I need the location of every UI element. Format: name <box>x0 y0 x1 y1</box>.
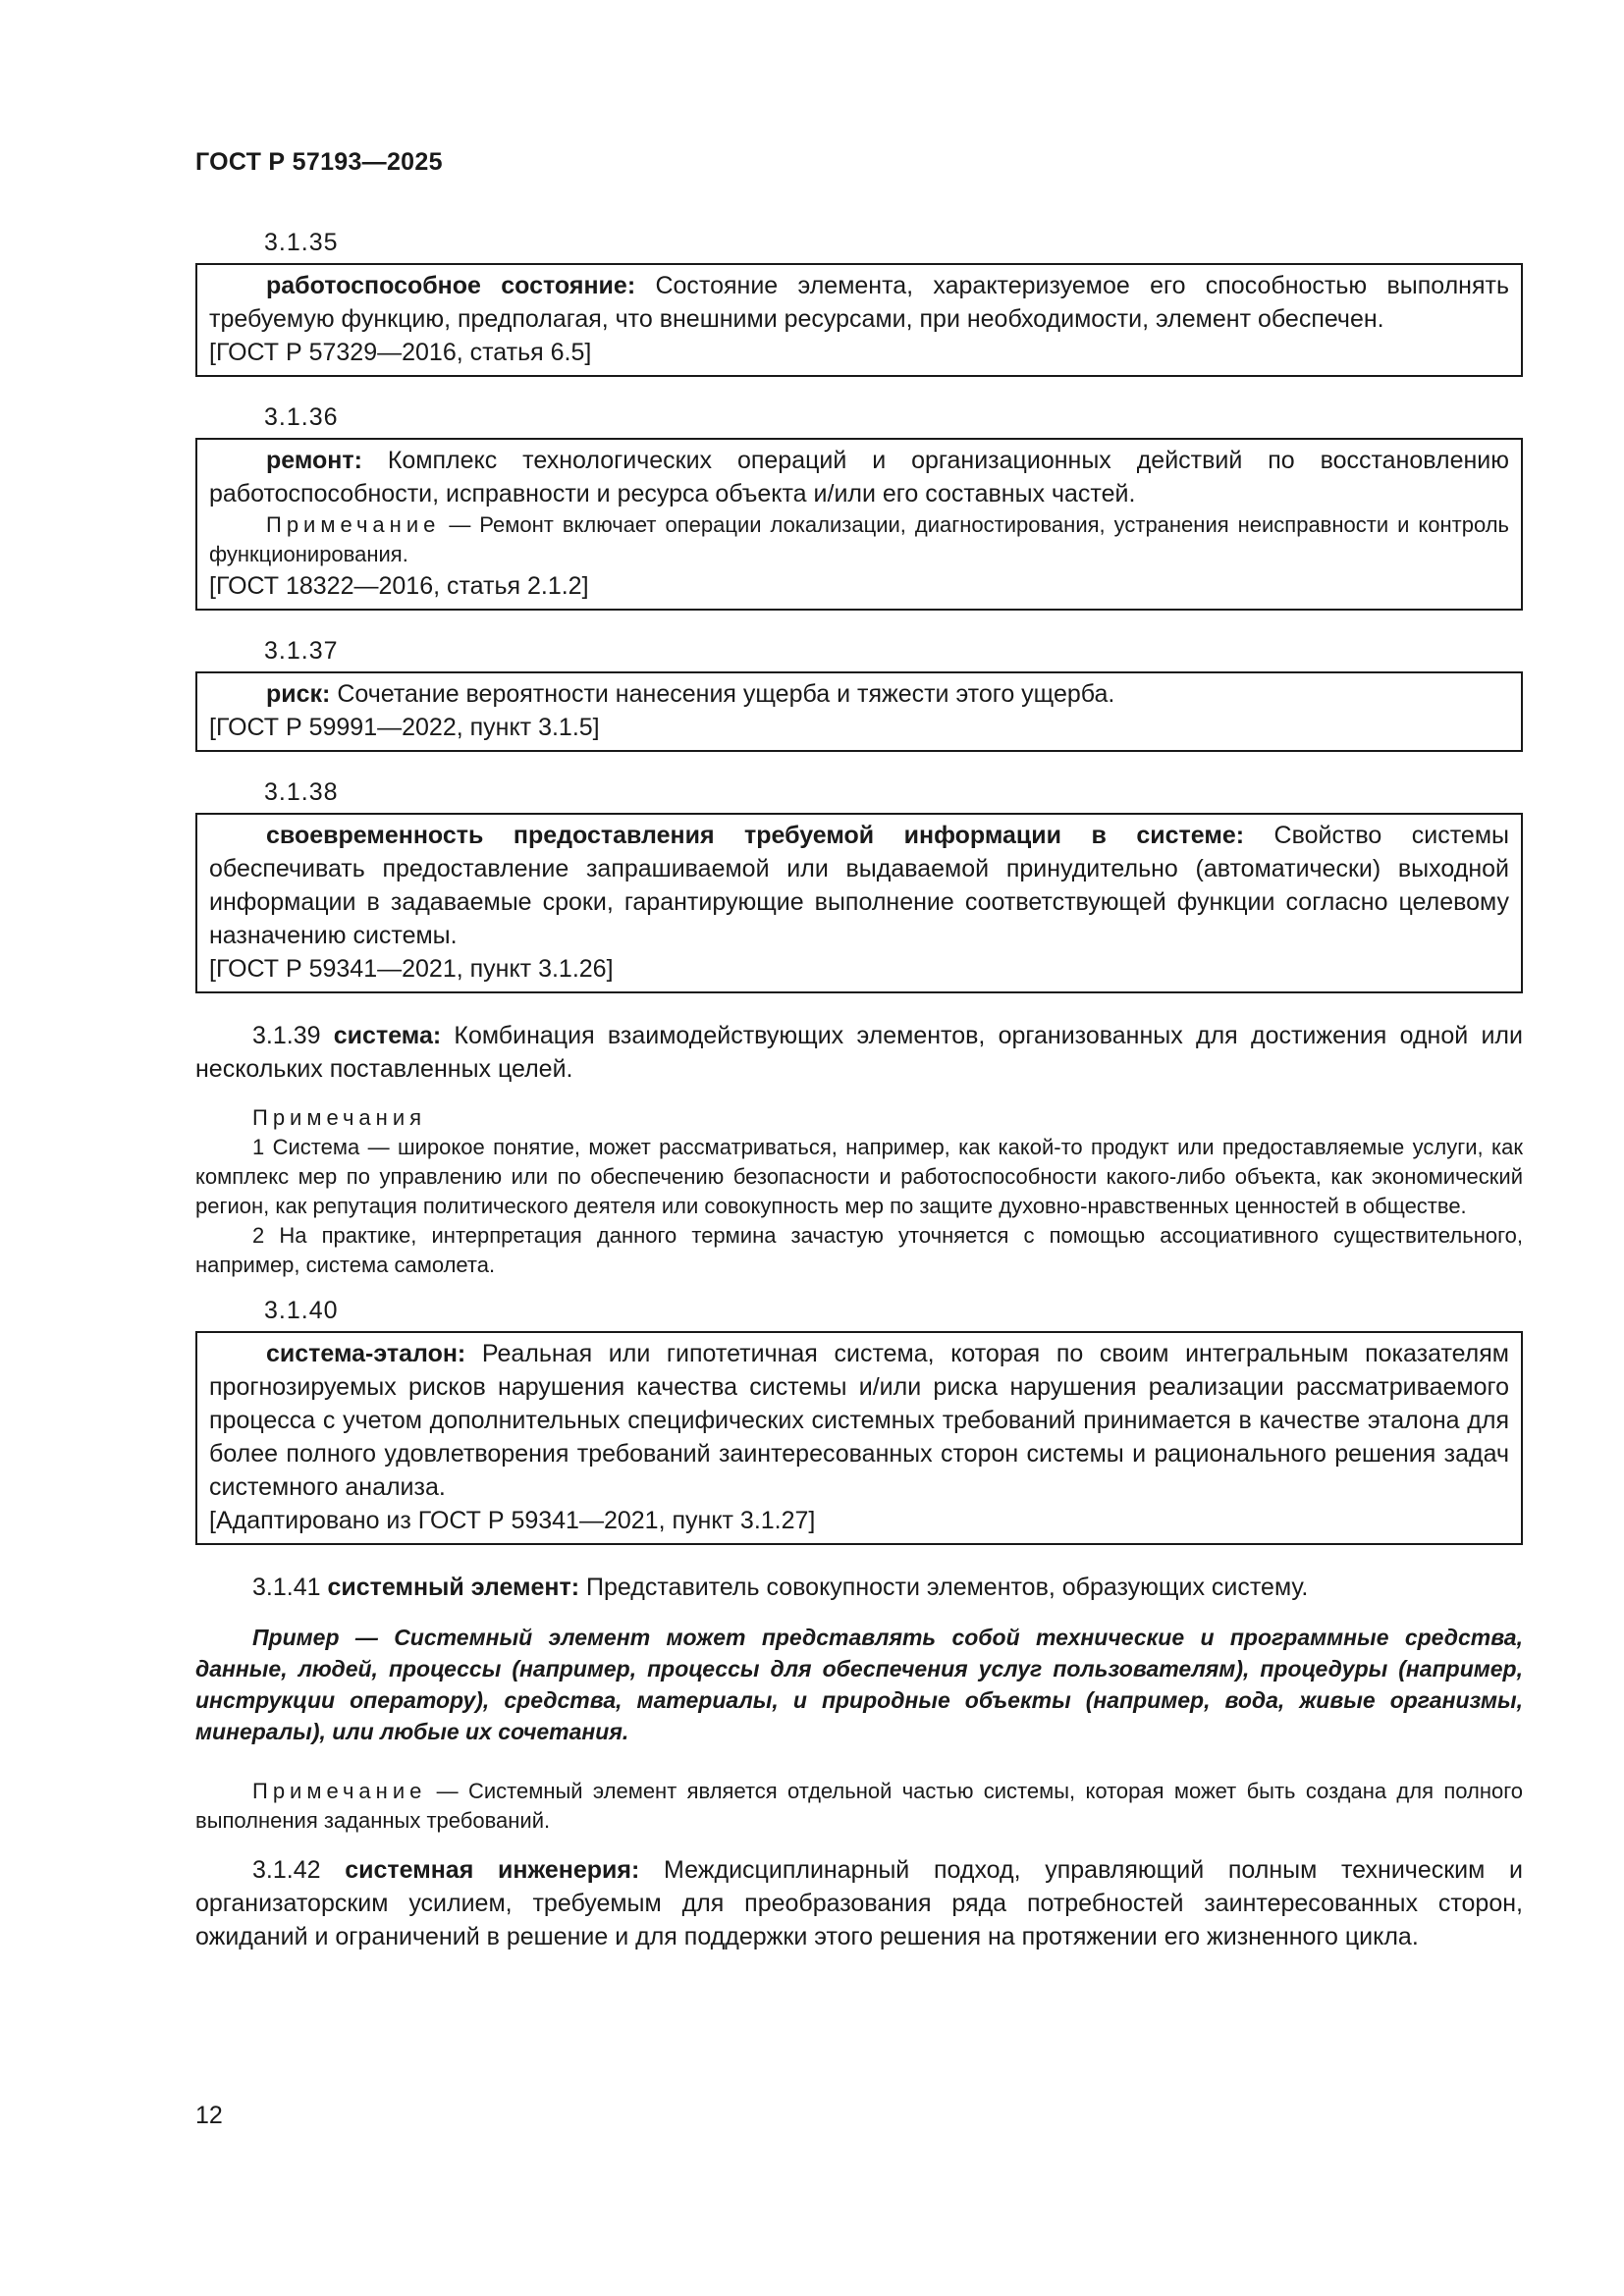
term-entry-3-1-41 <box>195 1571 1523 1604</box>
term-number-3-1-37: 3.1.37 <box>264 637 339 665</box>
definition-text: Реальная или гипотетичная система, которая по своим интегральным показателям прогнозируемых рисков нарушения качества системы и/или риска нарушения реализации рассматриваемого процесса с учетом дополнительных специфических системных требований принимается в качестве эталона для более полного удовлетворения требований заинтересованных сторон системы и рационального решения задач системного анализа. <box>209 1340 1509 1501</box>
term-name: своевременность предоставления требуемой информации в системе: <box>266 822 1245 849</box>
term-definition <box>195 1853 1523 1953</box>
term-entry-3-1-42 <box>195 1853 1523 1953</box>
definition-text: Сочетание вероятности нанесения ущерба и тяжести этого ущерба. <box>330 680 1115 708</box>
note-3-1-41 <box>195 1777 1523 1836</box>
note-text: — Ремонт включает операции локализации, диагностирования, устранения неисправности и контроль функционирования. <box>209 512 1509 566</box>
term-number-3-1-35: 3.1.35 <box>264 229 339 256</box>
note-label: Примечание <box>252 1779 427 1803</box>
term-definition <box>209 444 1509 510</box>
definition-text: Комплекс технологических операций и организационных действий по восстановлению работоспособности, исправности и ресурса объекта и/или его составных частей. <box>209 447 1509 507</box>
term-name: система-эталон: <box>266 1340 466 1367</box>
page-number: 12 <box>195 2102 223 2129</box>
definition-text: Состояние элемента, характеризуемое его способностью выполнять требуемую функцию, предполагая, что внешними ресурсами, при необходимости, элемент обеспечен. <box>209 272 1510 333</box>
term-note <box>209 510 1509 569</box>
definition-text: Комбинация взаимодействующих элементов, организованных для достижения одной или нескольких поставленных целей. <box>195 1022 1523 1083</box>
term-name: риск: <box>266 680 331 708</box>
term-definition <box>209 819 1509 952</box>
term-definition <box>195 1019 1523 1086</box>
example-3-1-41: Пример — Системный элемент может представлять собой технические и программные средства, данные, людей, процессы (например, процессы для обеспечения услуг пользователям), процедуры (например, инструкции оператору), средства, материалы, и природные объекты (например, вода, живые организмы, минералы), или любые их сочетания. <box>195 1625 1523 1744</box>
term-name: системный элемент: <box>327 1574 580 1601</box>
term-source: [Адаптировано из ГОСТ Р 59341—2021, пункт 3.1.27] <box>209 1507 816 1534</box>
term-number-3-1-40: 3.1.40 <box>264 1297 339 1324</box>
term-source: [ГОСТ Р 59991—2022, пункт 3.1.5] <box>209 714 600 741</box>
term-definition <box>209 1337 1509 1504</box>
term-name: системная инженерия: <box>345 1856 640 1884</box>
term-definition <box>209 269 1509 336</box>
notes-3-1-39 <box>195 1103 1523 1280</box>
definition-text: Свойство системы обеспечивать предоставление запрашиваемой или выдаваемой принудительно (автоматически) выходной информации в задаваемые сроки, гарантирующие выполнение соответствующей функции согласно целевому назначению системы. <box>209 822 1509 949</box>
document-page <box>195 147 1523 1971</box>
definition-text: Представитель совокупности элементов, образующих систему. <box>579 1574 1309 1601</box>
term-name: работоспособное состояние: <box>266 272 636 299</box>
term-definition <box>195 1571 1523 1604</box>
note-label: Примечание <box>266 512 441 537</box>
term-source: [ГОСТ 18322—2016, статья 2.1.2] <box>209 572 589 600</box>
term-number: 3.1.42 <box>252 1856 321 1884</box>
term-source: [ГОСТ Р 57329—2016, статья 6.5] <box>209 339 592 366</box>
term-box-3-1-36 <box>195 438 1523 611</box>
term-number-3-1-36: 3.1.36 <box>264 403 339 431</box>
notes-title: Примечания <box>252 1105 427 1130</box>
term-entry-3-1-39 <box>195 1019 1523 1086</box>
note-2: 2 На практике, интерпретация данного термина зачастую уточняется с помощью ассоциативного существительного, например, система самолета. <box>195 1223 1523 1277</box>
term-name: ремонт: <box>266 447 362 474</box>
definition-text: Междисциплинарный подход, управляющий полным техническим и организаторским усилием, требуемым для преобразования ряда потребностей заинтересованных сторон, ожиданий и ограничений в решение и для поддержки этого решения на протяжении его жизненного цикла. <box>195 1856 1523 1950</box>
term-number: 3.1.41 <box>252 1574 321 1601</box>
document-title: ГОСТ Р 57193—2025 <box>195 148 443 176</box>
term-number-3-1-38: 3.1.38 <box>264 778 339 806</box>
term-box-3-1-40 <box>195 1331 1523 1545</box>
note-text: — Системный элемент является отдельной частью системы, которая может быть создана для полного выполнения заданных требований. <box>195 1779 1523 1833</box>
term-number: 3.1.39 <box>252 1022 321 1049</box>
term-box-3-1-38 <box>195 813 1523 993</box>
term-box-3-1-35 <box>195 263 1523 377</box>
note-1: 1 Система — широкое понятие, может рассматриваться, например, как какой-то продукт или предоставляемые услуги, как комплекс мер по управлению или по обеспечению безопасности и работоспособности какого-либо объекта, как экономический регион, как репутация политического деятеля или совокупность мер по защите духовно-нравственных ценностей в обществе. <box>195 1135 1523 1218</box>
term-name: система: <box>333 1022 442 1049</box>
term-definition <box>209 677 1509 711</box>
term-source: [ГОСТ Р 59341—2021, пункт 3.1.26] <box>209 955 614 983</box>
term-box-3-1-37 <box>195 671 1523 752</box>
